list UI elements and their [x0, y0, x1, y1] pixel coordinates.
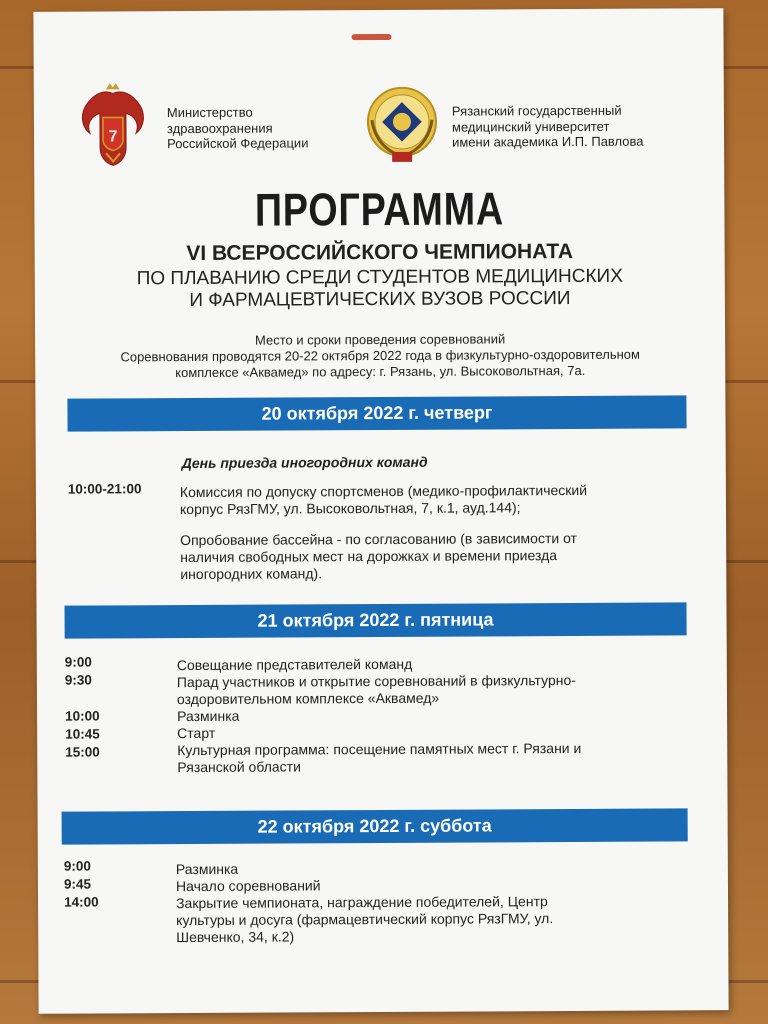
schedule-item [180, 530, 577, 583]
svg-text:7: 7 [108, 128, 118, 146]
item-line: наличия свободных мест на дорожках и времени приезда [180, 547, 558, 566]
eagle-emblem-icon [76, 83, 150, 174]
venue-line: Место и сроки проведения соревнований [254, 331, 506, 348]
university-line: имени академика И.П. Павлова [452, 133, 644, 150]
ministry-line: Российской Федерации [167, 135, 309, 152]
championship-title: VI ВСЕРОССИЙСКОГО ЧЕМПИОНАТА [186, 239, 574, 266]
subtitle-line: ПО ПЛАВАНИЮ СРЕДИ СТУДЕНТОВ МЕДИЦИНСКИХ [136, 265, 623, 290]
item-line: Парад участников и открытие соревнований в физкультурно- [176, 671, 576, 691]
item-line: Начало соревнований [175, 877, 321, 895]
schedule-items [176, 859, 554, 946]
item-line: иногородних команд). [180, 565, 323, 583]
item-line: Рязанской области [177, 758, 301, 776]
item-line: Закрытие чемпионата, награждение победителей, Центр [176, 893, 548, 912]
venue-info [35, 330, 725, 382]
university-line: Рязанский государственный [451, 102, 622, 119]
item-line: Разминка [177, 707, 240, 725]
item-line: Культурная программа: посещение памятных мест г. Рязани и [177, 739, 582, 759]
item-line: культуры и досуга (фармацевтический корпус РязГМУ, ул. [176, 910, 554, 929]
schedule-time: 10:00-21:00 [67, 481, 142, 497]
day-header-20-oct: 20 октября 2022 г. четверг [67, 395, 686, 431]
item-line: Комиссия по допуску спортсменов (медико-профилактический [179, 481, 588, 501]
ministry-line: здравоохранения [166, 120, 273, 136]
schedule-time: 9:00 [64, 654, 92, 670]
item-line: Старт [177, 724, 216, 742]
poster-title: ПРОГРАММА [254, 182, 505, 236]
schedule-time: 14:00 [64, 894, 99, 910]
championship-subtitle [35, 265, 725, 313]
venue-line: комплексе «Аквамед» по адресу: г. Рязань, ул. Высоковольтная, 7а. [175, 362, 586, 381]
schedule-time: 15:00 [65, 744, 100, 760]
schedule-time: 9:45 [63, 876, 92, 892]
item-line: Совещание представителей команд [176, 655, 413, 674]
subtitle-line: И ФАРМАЦЕВТИЧЕСКИХ ВУЗОВ РОССИИ [189, 288, 571, 312]
schedule-items [177, 655, 582, 776]
item-line: корпус РязГМУ, ул. Высоковольтная, 7, к.1, ауд.144); [179, 499, 521, 518]
program-poster [33, 8, 728, 1014]
schedule-time: 9:30 [64, 672, 92, 688]
item-line: Опробование бассейна - по согласованию (в зависимости от [180, 529, 577, 549]
day-header-22-oct: 22 октября 2022 г. суббота [62, 808, 688, 844]
venue-line: Соревнования проводятся 20-22 октября 2022 года в физкультурно-оздоровительном [120, 346, 640, 365]
hanging-hole [352, 34, 392, 40]
day-header-21-oct: 21 октября 2022 г. пятница [64, 602, 686, 638]
ministry-name [167, 104, 309, 151]
schedule-time: 10:00 [65, 708, 100, 724]
schedule-time: 10:45 [65, 726, 100, 742]
item-line: Шевченко, 34, к.2) [176, 928, 295, 946]
university-seal-icon [364, 80, 440, 175]
university-name [452, 103, 644, 151]
arrival-note: День приезда иногородних команд [181, 453, 428, 472]
ministry-line: Министерство [166, 104, 253, 121]
schedule-item [180, 482, 587, 518]
schedule-time: 9:00 [63, 858, 91, 874]
item-line: Разминка [175, 860, 239, 878]
item-line: оздоровительном комплексе «Аквамед» [176, 689, 440, 708]
university-line: медицинский университет [451, 118, 610, 135]
